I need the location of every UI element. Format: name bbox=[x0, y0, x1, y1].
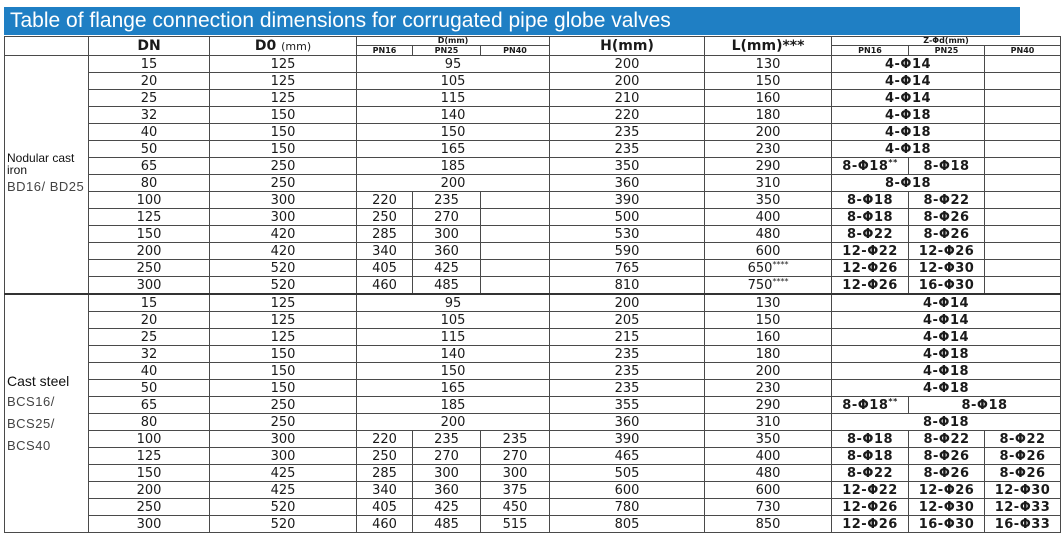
z-pn16-cell: 8-Φ22 bbox=[832, 226, 909, 243]
z-pn40-cell bbox=[985, 73, 1061, 90]
z-pn25-cell: 8-Φ26 bbox=[909, 465, 985, 482]
h-cell: 390 bbox=[550, 431, 705, 448]
z-pn25-cell: 16-Φ30 bbox=[909, 277, 985, 295]
d0-cell: 300 bbox=[210, 209, 357, 226]
d0-cell: 520 bbox=[210, 516, 357, 533]
z-pn16-cell: 12-Φ26 bbox=[832, 499, 909, 516]
z-pn40-cell: 12-Φ30 bbox=[985, 482, 1061, 499]
l-cell: 180 bbox=[705, 107, 832, 124]
h-cell: 235 bbox=[550, 124, 705, 141]
z-pn40-cell bbox=[985, 260, 1061, 277]
l-cell: 310 bbox=[705, 414, 832, 431]
d-pn16-cell: 405 bbox=[357, 499, 413, 516]
cell-value: 750 bbox=[747, 277, 773, 293]
z-pn40-cell: 8-Φ22 bbox=[985, 431, 1061, 448]
col-header-l: L(mm)*** bbox=[705, 37, 832, 56]
h-cell: 360 bbox=[550, 414, 705, 431]
d-cell: 95 bbox=[357, 294, 550, 312]
d-pn40-cell bbox=[481, 260, 550, 277]
d-pn40-cell: 450 bbox=[481, 499, 550, 516]
col-header-d0 bbox=[210, 37, 357, 56]
z-pn40-cell bbox=[985, 124, 1061, 141]
l-cell: 200 bbox=[705, 124, 832, 141]
d-pn40-cell bbox=[481, 277, 550, 295]
h-cell: 200 bbox=[550, 294, 705, 312]
table-row bbox=[5, 260, 1061, 277]
h-cell: 765 bbox=[550, 260, 705, 277]
d0-cell: 250 bbox=[210, 414, 357, 431]
col-header-dn: DN bbox=[89, 37, 210, 56]
d-cell: 165 bbox=[357, 141, 550, 158]
table-row bbox=[5, 516, 1061, 533]
l-cell: 150 bbox=[705, 73, 832, 90]
cast-steel-grade-codes: BCS16/ BCS25/ BCS40 bbox=[7, 393, 55, 453]
d-pn16-cell: 285 bbox=[357, 226, 413, 243]
dn-cell: 20 bbox=[89, 312, 210, 329]
z-pn16-cell: 12-Φ26 bbox=[832, 260, 909, 277]
d-pn25-cell: 485 bbox=[413, 516, 481, 533]
d-pn16-cell: 460 bbox=[357, 516, 413, 533]
d-cell: 105 bbox=[357, 73, 550, 90]
d-pn40-cell bbox=[481, 243, 550, 260]
table-row bbox=[5, 380, 1061, 397]
dn-cell: 250 bbox=[89, 260, 210, 277]
table-row bbox=[5, 175, 1061, 192]
table-row bbox=[5, 431, 1061, 448]
z-pn16-cell: 12-Φ22 bbox=[832, 243, 909, 260]
cast-steel-material-name: Cast steel bbox=[7, 372, 70, 389]
h-cell: 350 bbox=[550, 158, 705, 175]
d-cell: 150 bbox=[357, 363, 550, 380]
d-cell: 185 bbox=[357, 397, 550, 414]
z-cell: 4-Φ14 bbox=[832, 329, 1061, 346]
z-cell: 4-Φ14 bbox=[832, 90, 985, 107]
z-pn40-cell bbox=[985, 277, 1061, 295]
z-pn16-cell bbox=[832, 397, 909, 414]
h-cell: 220 bbox=[550, 107, 705, 124]
l-cell bbox=[705, 277, 832, 295]
corner-cell bbox=[5, 37, 89, 56]
d-pn25-cell: 485 bbox=[413, 277, 481, 295]
d0-cell: 250 bbox=[210, 175, 357, 192]
h-cell: 235 bbox=[550, 346, 705, 363]
z-pn25-cell: 8-Φ26 bbox=[909, 448, 985, 465]
d-pn16-cell: 250 bbox=[357, 448, 413, 465]
z-pn25-cell: 8-Φ26 bbox=[909, 209, 985, 226]
dn-cell: 200 bbox=[89, 243, 210, 260]
d-cell: 115 bbox=[357, 329, 550, 346]
table-row bbox=[5, 448, 1061, 465]
z-pn25-pn40-cell: 8-Φ18 bbox=[909, 397, 1061, 414]
l-cell: 480 bbox=[705, 226, 832, 243]
dn-cell: 300 bbox=[89, 277, 210, 295]
z-pn40-cell bbox=[985, 141, 1061, 158]
h-cell: 235 bbox=[550, 141, 705, 158]
table-row bbox=[5, 363, 1061, 380]
col-header-z-pn25: PN25 bbox=[909, 46, 985, 56]
dn-cell: 50 bbox=[89, 380, 210, 397]
h-cell: 810 bbox=[550, 277, 705, 295]
nodular-iron-material-name: Nodular cast iron bbox=[7, 150, 75, 177]
footnote-marker: **** bbox=[772, 259, 789, 269]
table-row bbox=[5, 243, 1061, 260]
d0-cell: 125 bbox=[210, 312, 357, 329]
d0-cell: 520 bbox=[210, 277, 357, 295]
d-pn25-cell: 270 bbox=[413, 209, 481, 226]
d0-cell: 125 bbox=[210, 329, 357, 346]
d0-cell: 150 bbox=[210, 124, 357, 141]
z-pn25-cell: 12-Φ26 bbox=[909, 243, 985, 260]
d-cell: 150 bbox=[357, 124, 550, 141]
table-row bbox=[5, 124, 1061, 141]
d-cell: 105 bbox=[357, 312, 550, 329]
table-row bbox=[5, 499, 1061, 516]
d0-cell: 250 bbox=[210, 397, 357, 414]
d-pn25-cell: 360 bbox=[413, 243, 481, 260]
d-pn16-cell: 285 bbox=[357, 465, 413, 482]
d-pn40-cell: 300 bbox=[481, 465, 550, 482]
footnote-marker: ** bbox=[888, 396, 898, 406]
d0-cell: 150 bbox=[210, 380, 357, 397]
table-row bbox=[5, 465, 1061, 482]
dn-cell: 250 bbox=[89, 499, 210, 516]
z-pn40-cell bbox=[985, 226, 1061, 243]
table-row bbox=[5, 329, 1061, 346]
dn-cell: 125 bbox=[89, 448, 210, 465]
z-pn25-cell: 12-Φ30 bbox=[909, 499, 985, 516]
col-header-z: Z-Φd(mm) bbox=[832, 37, 1061, 46]
l-cell: 480 bbox=[705, 465, 832, 482]
d-pn16-cell: 460 bbox=[357, 277, 413, 295]
h-cell: 590 bbox=[550, 243, 705, 260]
l-cell: 850 bbox=[705, 516, 832, 533]
d-cell: 140 bbox=[357, 107, 550, 124]
d0-cell: 425 bbox=[210, 482, 357, 499]
z-cell: 4-Φ14 bbox=[832, 294, 1061, 312]
dn-cell: 15 bbox=[89, 294, 210, 312]
l-cell: 130 bbox=[705, 294, 832, 312]
col-header-d-pn16: PN16 bbox=[357, 46, 413, 56]
d-pn16-cell: 340 bbox=[357, 482, 413, 499]
d-pn40-cell bbox=[481, 192, 550, 209]
d-pn40-cell bbox=[481, 226, 550, 243]
z-pn40-cell bbox=[985, 107, 1061, 124]
z-cell: 4-Φ14 bbox=[832, 312, 1061, 329]
d0-cell: 150 bbox=[210, 346, 357, 363]
h-cell: 205 bbox=[550, 312, 705, 329]
d-pn40-cell: 235 bbox=[481, 431, 550, 448]
l-cell: 230 bbox=[705, 141, 832, 158]
l-cell: 290 bbox=[705, 397, 832, 414]
dn-cell: 65 bbox=[89, 397, 210, 414]
cell-value: 8-Φ18 bbox=[842, 397, 889, 413]
h-cell: 200 bbox=[550, 73, 705, 90]
l-cell: 310 bbox=[705, 175, 832, 192]
table-row bbox=[5, 414, 1061, 431]
dn-cell: 25 bbox=[89, 90, 210, 107]
z-cell: 4-Φ18 bbox=[832, 141, 985, 158]
table-row bbox=[5, 90, 1061, 107]
table-title: Table of flange connection dimensions for corrugated pipe globe valves bbox=[4, 7, 1020, 35]
col-header-d: D(mm) bbox=[357, 37, 550, 46]
d0-cell: 520 bbox=[210, 260, 357, 277]
d-pn16-cell: 340 bbox=[357, 243, 413, 260]
dn-cell: 80 bbox=[89, 175, 210, 192]
dn-cell: 32 bbox=[89, 346, 210, 363]
d0-cell: 125 bbox=[210, 73, 357, 90]
col-header-z-pn40: PN40 bbox=[985, 46, 1061, 56]
z-cell: 8-Φ18 bbox=[832, 414, 1061, 431]
d-cell: 185 bbox=[357, 158, 550, 175]
z-cell: 4-Φ18 bbox=[832, 346, 1061, 363]
z-cell: 4-Φ14 bbox=[832, 73, 985, 90]
z-pn25-cell: 8-Φ18 bbox=[909, 158, 985, 175]
dn-cell: 50 bbox=[89, 141, 210, 158]
footnote-marker: **** bbox=[772, 276, 789, 286]
z-pn16-cell: 8-Φ22 bbox=[832, 465, 909, 482]
footnote-marker: ** bbox=[888, 157, 898, 167]
l-cell: 730 bbox=[705, 499, 832, 516]
d0-cell: 150 bbox=[210, 363, 357, 380]
h-cell: 235 bbox=[550, 380, 705, 397]
z-pn40-cell bbox=[985, 158, 1061, 175]
h-cell: 200 bbox=[550, 56, 705, 73]
l-cell: 350 bbox=[705, 192, 832, 209]
col-header-d-pn25: PN25 bbox=[413, 46, 481, 56]
d-pn25-cell: 235 bbox=[413, 431, 481, 448]
d0-cell: 150 bbox=[210, 107, 357, 124]
dn-cell: 150 bbox=[89, 465, 210, 482]
d-pn25-cell: 360 bbox=[413, 482, 481, 499]
col-header-z-pn16: PN16 bbox=[832, 46, 909, 56]
table-row bbox=[5, 209, 1061, 226]
d-cell: 95 bbox=[357, 56, 550, 73]
z-cell: 4-Φ18 bbox=[832, 363, 1061, 380]
table-row bbox=[5, 158, 1061, 175]
z-pn40-cell bbox=[985, 175, 1061, 192]
z-pn16-cell: 12-Φ22 bbox=[832, 482, 909, 499]
z-pn40-cell bbox=[985, 243, 1061, 260]
l-cell: 130 bbox=[705, 56, 832, 73]
z-pn40-cell: 8-Φ26 bbox=[985, 465, 1061, 482]
d0-cell: 420 bbox=[210, 226, 357, 243]
table-row bbox=[5, 346, 1061, 363]
d-pn40-cell: 515 bbox=[481, 516, 550, 533]
cell-value: 8-Φ18 bbox=[842, 158, 889, 174]
dn-cell: 32 bbox=[89, 107, 210, 124]
h-cell: 390 bbox=[550, 192, 705, 209]
d-cell: 200 bbox=[357, 175, 550, 192]
dn-cell: 80 bbox=[89, 414, 210, 431]
table-row bbox=[5, 107, 1061, 124]
z-pn40-cell bbox=[985, 56, 1061, 73]
d0-cell: 125 bbox=[210, 90, 357, 107]
d-pn25-cell: 300 bbox=[413, 226, 481, 243]
l-cell: 160 bbox=[705, 90, 832, 107]
z-pn25-cell: 8-Φ22 bbox=[909, 431, 985, 448]
z-cell: 4-Φ14 bbox=[832, 56, 985, 73]
table-row bbox=[5, 482, 1061, 499]
dn-cell: 300 bbox=[89, 516, 210, 533]
z-cell: 4-Φ18 bbox=[832, 107, 985, 124]
h-cell: 235 bbox=[550, 363, 705, 380]
d0-cell: 150 bbox=[210, 141, 357, 158]
table-row bbox=[5, 312, 1061, 329]
h-cell: 215 bbox=[550, 329, 705, 346]
z-pn16-cell: 8-Φ18 bbox=[832, 448, 909, 465]
nodular-iron-grade-codes: BD16/ BD25 bbox=[7, 178, 85, 194]
dn-cell: 25 bbox=[89, 329, 210, 346]
d-cell: 200 bbox=[357, 414, 550, 431]
z-pn16-cell: 8-Φ18 bbox=[832, 192, 909, 209]
d0-cell: 125 bbox=[210, 56, 357, 73]
l-cell: 200 bbox=[705, 363, 832, 380]
table-row bbox=[5, 226, 1061, 243]
dn-cell: 65 bbox=[89, 158, 210, 175]
dn-cell: 40 bbox=[89, 124, 210, 141]
z-pn40-cell: 16-Φ33 bbox=[985, 516, 1061, 533]
h-cell: 805 bbox=[550, 516, 705, 533]
z-pn16-cell: 8-Φ18 bbox=[832, 431, 909, 448]
h-cell: 500 bbox=[550, 209, 705, 226]
l-cell: 600 bbox=[705, 482, 832, 499]
h-cell: 600 bbox=[550, 482, 705, 499]
d-pn40-cell: 375 bbox=[481, 482, 550, 499]
d-pn40-cell bbox=[481, 209, 550, 226]
d-pn16-cell: 250 bbox=[357, 209, 413, 226]
table-row bbox=[5, 73, 1061, 90]
d-cell: 140 bbox=[357, 346, 550, 363]
l-cell: 230 bbox=[705, 380, 832, 397]
z-pn25-cell: 8-Φ22 bbox=[909, 192, 985, 209]
z-pn16-cell: 12-Φ26 bbox=[832, 277, 909, 295]
z-cell: 8-Φ18 bbox=[832, 175, 985, 192]
dn-cell: 200 bbox=[89, 482, 210, 499]
h-cell: 355 bbox=[550, 397, 705, 414]
cast-steel-material-cell bbox=[5, 294, 89, 533]
l-cell: 160 bbox=[705, 329, 832, 346]
table-row bbox=[5, 141, 1061, 158]
z-pn40-cell: 12-Φ33 bbox=[985, 499, 1061, 516]
h-cell: 210 bbox=[550, 90, 705, 107]
l-cell: 600 bbox=[705, 243, 832, 260]
d-pn25-cell: 425 bbox=[413, 499, 481, 516]
z-pn16-cell bbox=[832, 158, 909, 175]
h-cell: 505 bbox=[550, 465, 705, 482]
z-cell: 4-Φ18 bbox=[832, 380, 1061, 397]
z-pn25-cell: 16-Φ30 bbox=[909, 516, 985, 533]
d-pn25-cell: 425 bbox=[413, 260, 481, 277]
table-row bbox=[5, 294, 1061, 312]
dn-cell: 125 bbox=[89, 209, 210, 226]
z-pn40-cell bbox=[985, 209, 1061, 226]
z-cell: 4-Φ18 bbox=[832, 124, 985, 141]
nodular-iron-material-cell bbox=[5, 56, 89, 295]
dn-cell: 40 bbox=[89, 363, 210, 380]
z-pn16-cell: 12-Φ26 bbox=[832, 516, 909, 533]
d-cell: 165 bbox=[357, 380, 550, 397]
d-pn16-cell: 220 bbox=[357, 431, 413, 448]
l-cell: 400 bbox=[705, 448, 832, 465]
d-pn40-cell: 270 bbox=[481, 448, 550, 465]
d0-cell: 425 bbox=[210, 465, 357, 482]
l-cell: 290 bbox=[705, 158, 832, 175]
h-cell: 360 bbox=[550, 175, 705, 192]
d0-cell: 420 bbox=[210, 243, 357, 260]
dn-cell: 150 bbox=[89, 226, 210, 243]
cell-value: 650 bbox=[747, 260, 773, 276]
h-cell: 780 bbox=[550, 499, 705, 516]
flange-dimensions-table bbox=[4, 36, 1061, 533]
z-pn40-cell: 8-Φ26 bbox=[985, 448, 1061, 465]
d0-cell: 125 bbox=[210, 294, 357, 312]
z-pn40-cell bbox=[985, 192, 1061, 209]
d0-cell: 300 bbox=[210, 192, 357, 209]
dn-cell: 20 bbox=[89, 73, 210, 90]
table-row bbox=[5, 56, 1061, 73]
d0-cell: 300 bbox=[210, 448, 357, 465]
col-header-d0-unit: (mm) bbox=[281, 39, 312, 53]
table-row bbox=[5, 397, 1061, 414]
l-cell bbox=[705, 260, 832, 277]
z-pn16-cell: 8-Φ18 bbox=[832, 209, 909, 226]
l-cell: 400 bbox=[705, 209, 832, 226]
d0-cell: 520 bbox=[210, 499, 357, 516]
table-row bbox=[5, 192, 1061, 209]
l-cell: 180 bbox=[705, 346, 832, 363]
l-cell: 150 bbox=[705, 312, 832, 329]
d-pn16-cell: 405 bbox=[357, 260, 413, 277]
z-pn25-cell: 12-Φ30 bbox=[909, 260, 985, 277]
d-cell: 115 bbox=[357, 90, 550, 107]
d0-cell: 250 bbox=[210, 158, 357, 175]
col-header-d0-label: D0 bbox=[254, 37, 277, 54]
dn-cell: 100 bbox=[89, 431, 210, 448]
dn-cell: 15 bbox=[89, 56, 210, 73]
l-cell: 350 bbox=[705, 431, 832, 448]
d0-cell: 300 bbox=[210, 431, 357, 448]
z-pn40-cell bbox=[985, 90, 1061, 107]
d-pn25-cell: 270 bbox=[413, 448, 481, 465]
d-pn25-cell: 235 bbox=[413, 192, 481, 209]
d-pn16-cell: 220 bbox=[357, 192, 413, 209]
dn-cell: 100 bbox=[89, 192, 210, 209]
table-row bbox=[5, 277, 1061, 295]
h-cell: 465 bbox=[550, 448, 705, 465]
h-cell: 530 bbox=[550, 226, 705, 243]
z-pn25-cell: 8-Φ26 bbox=[909, 226, 985, 243]
z-pn25-cell: 12-Φ26 bbox=[909, 482, 985, 499]
col-header-d-pn40: PN40 bbox=[481, 46, 550, 56]
col-header-h: H(mm) bbox=[550, 37, 705, 56]
d-pn25-cell: 300 bbox=[413, 465, 481, 482]
